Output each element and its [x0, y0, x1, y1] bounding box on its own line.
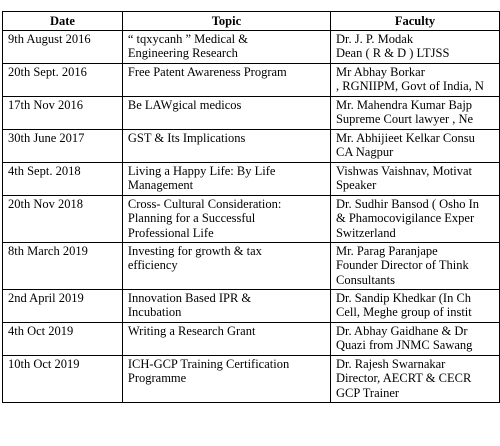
header-row [3, 12, 500, 31]
events-table [2, 11, 500, 403]
header-date: Date [3, 12, 123, 31]
faculty-text: Mr. Parag Paranjape Founder Director of Think Consultants [335, 243, 469, 287]
table-row [3, 195, 500, 242]
cell-date [3, 162, 123, 195]
cell-date [3, 355, 123, 402]
header-topic: Topic [122, 12, 330, 31]
faculty-text: Dr. Rajesh Swarnakar Director, AECRT & CECR GCP Trainer [335, 356, 472, 400]
faculty-text: Dr. Abhay Gaidhane & Dr Quazi from JNMC Sawang [335, 323, 473, 352]
cell-faculty [330, 289, 499, 322]
date-text: 20th Sept. 2016 [8, 64, 87, 79]
cell-date [3, 30, 123, 63]
cell-topic [122, 129, 330, 162]
date-text: 2nd April 2019 [8, 290, 84, 305]
faculty-text: Mr Abhay Borkar , RGNIIPM, Govt of India, N [335, 64, 484, 93]
date-text: 30th June 2017 [8, 130, 85, 145]
faculty-text: Dr. Sudhir Bansod ( Osho In & Phamocovigilance Exper Switzerland [335, 196, 480, 240]
date-text: 4th Oct 2019 [8, 323, 74, 338]
topic-text: Writing a Research Grant [127, 323, 256, 338]
faculty-text: Dr. J. P. Modak Dean ( R & D ) LTJSS [335, 31, 450, 60]
header-faculty: Faculty [330, 12, 499, 31]
cell-date [3, 96, 123, 129]
date-text: 10th Oct 2019 [8, 356, 80, 371]
cell-topic [122, 242, 330, 289]
cell-date [3, 242, 123, 289]
date-text: 8th March 2019 [8, 243, 88, 258]
cell-faculty [330, 30, 499, 63]
date-text: 9th August 2016 [8, 31, 91, 46]
cell-date [3, 195, 123, 242]
table-row [3, 162, 500, 195]
cell-date [3, 129, 123, 162]
cell-topic [122, 195, 330, 242]
cell-topic [122, 96, 330, 129]
faculty-text: Mr. Abhijieet Kelkar Consu CA Nagpur [335, 130, 475, 159]
cell-faculty [330, 322, 499, 355]
cell-date [3, 289, 123, 322]
topic-text: Be LAWgical medicos [127, 97, 242, 112]
faculty-text: Vishwas Vaishnav, Motivat Speaker [335, 163, 473, 192]
cell-topic [122, 30, 330, 63]
topic-text: “ tqxycanh ” Medical & Engineering Research [127, 31, 248, 60]
topic-text: Living a Happy Life: By Life Management [127, 163, 276, 192]
table-row [3, 242, 500, 289]
cell-topic [122, 289, 330, 322]
cell-topic [122, 355, 330, 402]
faculty-text: Dr. Sandip Khedkar (In Ch Cell, Meghe group of instit [335, 290, 472, 319]
cell-date [3, 63, 123, 96]
cell-faculty [330, 195, 499, 242]
topic-text: Investing for growth & tax efficiency [127, 243, 262, 272]
cell-faculty [330, 63, 499, 96]
cell-faculty [330, 162, 499, 195]
cell-faculty [330, 355, 499, 402]
cell-topic [122, 162, 330, 195]
faculty-text: Mr. Mahendra Kumar Bajp Supreme Court lawyer , Ne [335, 97, 474, 126]
date-text: 20th Nov 2018 [8, 196, 83, 211]
cell-faculty [330, 96, 499, 129]
table-row [3, 289, 500, 322]
table-row [3, 96, 500, 129]
topic-text: Free Patent Awareness Program [127, 64, 287, 79]
cell-faculty [330, 242, 499, 289]
topic-text: GST & Its Implications [127, 130, 246, 145]
table-row [3, 63, 500, 96]
topic-text: Cross- Cultural Consideration: Planning for a Successful Professional Life [127, 196, 282, 240]
date-text: 4th Sept. 2018 [8, 163, 81, 178]
table-row [3, 30, 500, 63]
cell-faculty [330, 129, 499, 162]
cell-topic [122, 322, 330, 355]
date-text: 17th Nov 2016 [8, 97, 83, 112]
table-row [3, 355, 500, 402]
cell-topic [122, 63, 330, 96]
table-row [3, 322, 500, 355]
cell-date [3, 322, 123, 355]
topic-text: Innovation Based IPR & Incubation [127, 290, 252, 319]
topic-text: ICH-GCP Training Certification Programme [127, 356, 290, 385]
table-row [3, 129, 500, 162]
